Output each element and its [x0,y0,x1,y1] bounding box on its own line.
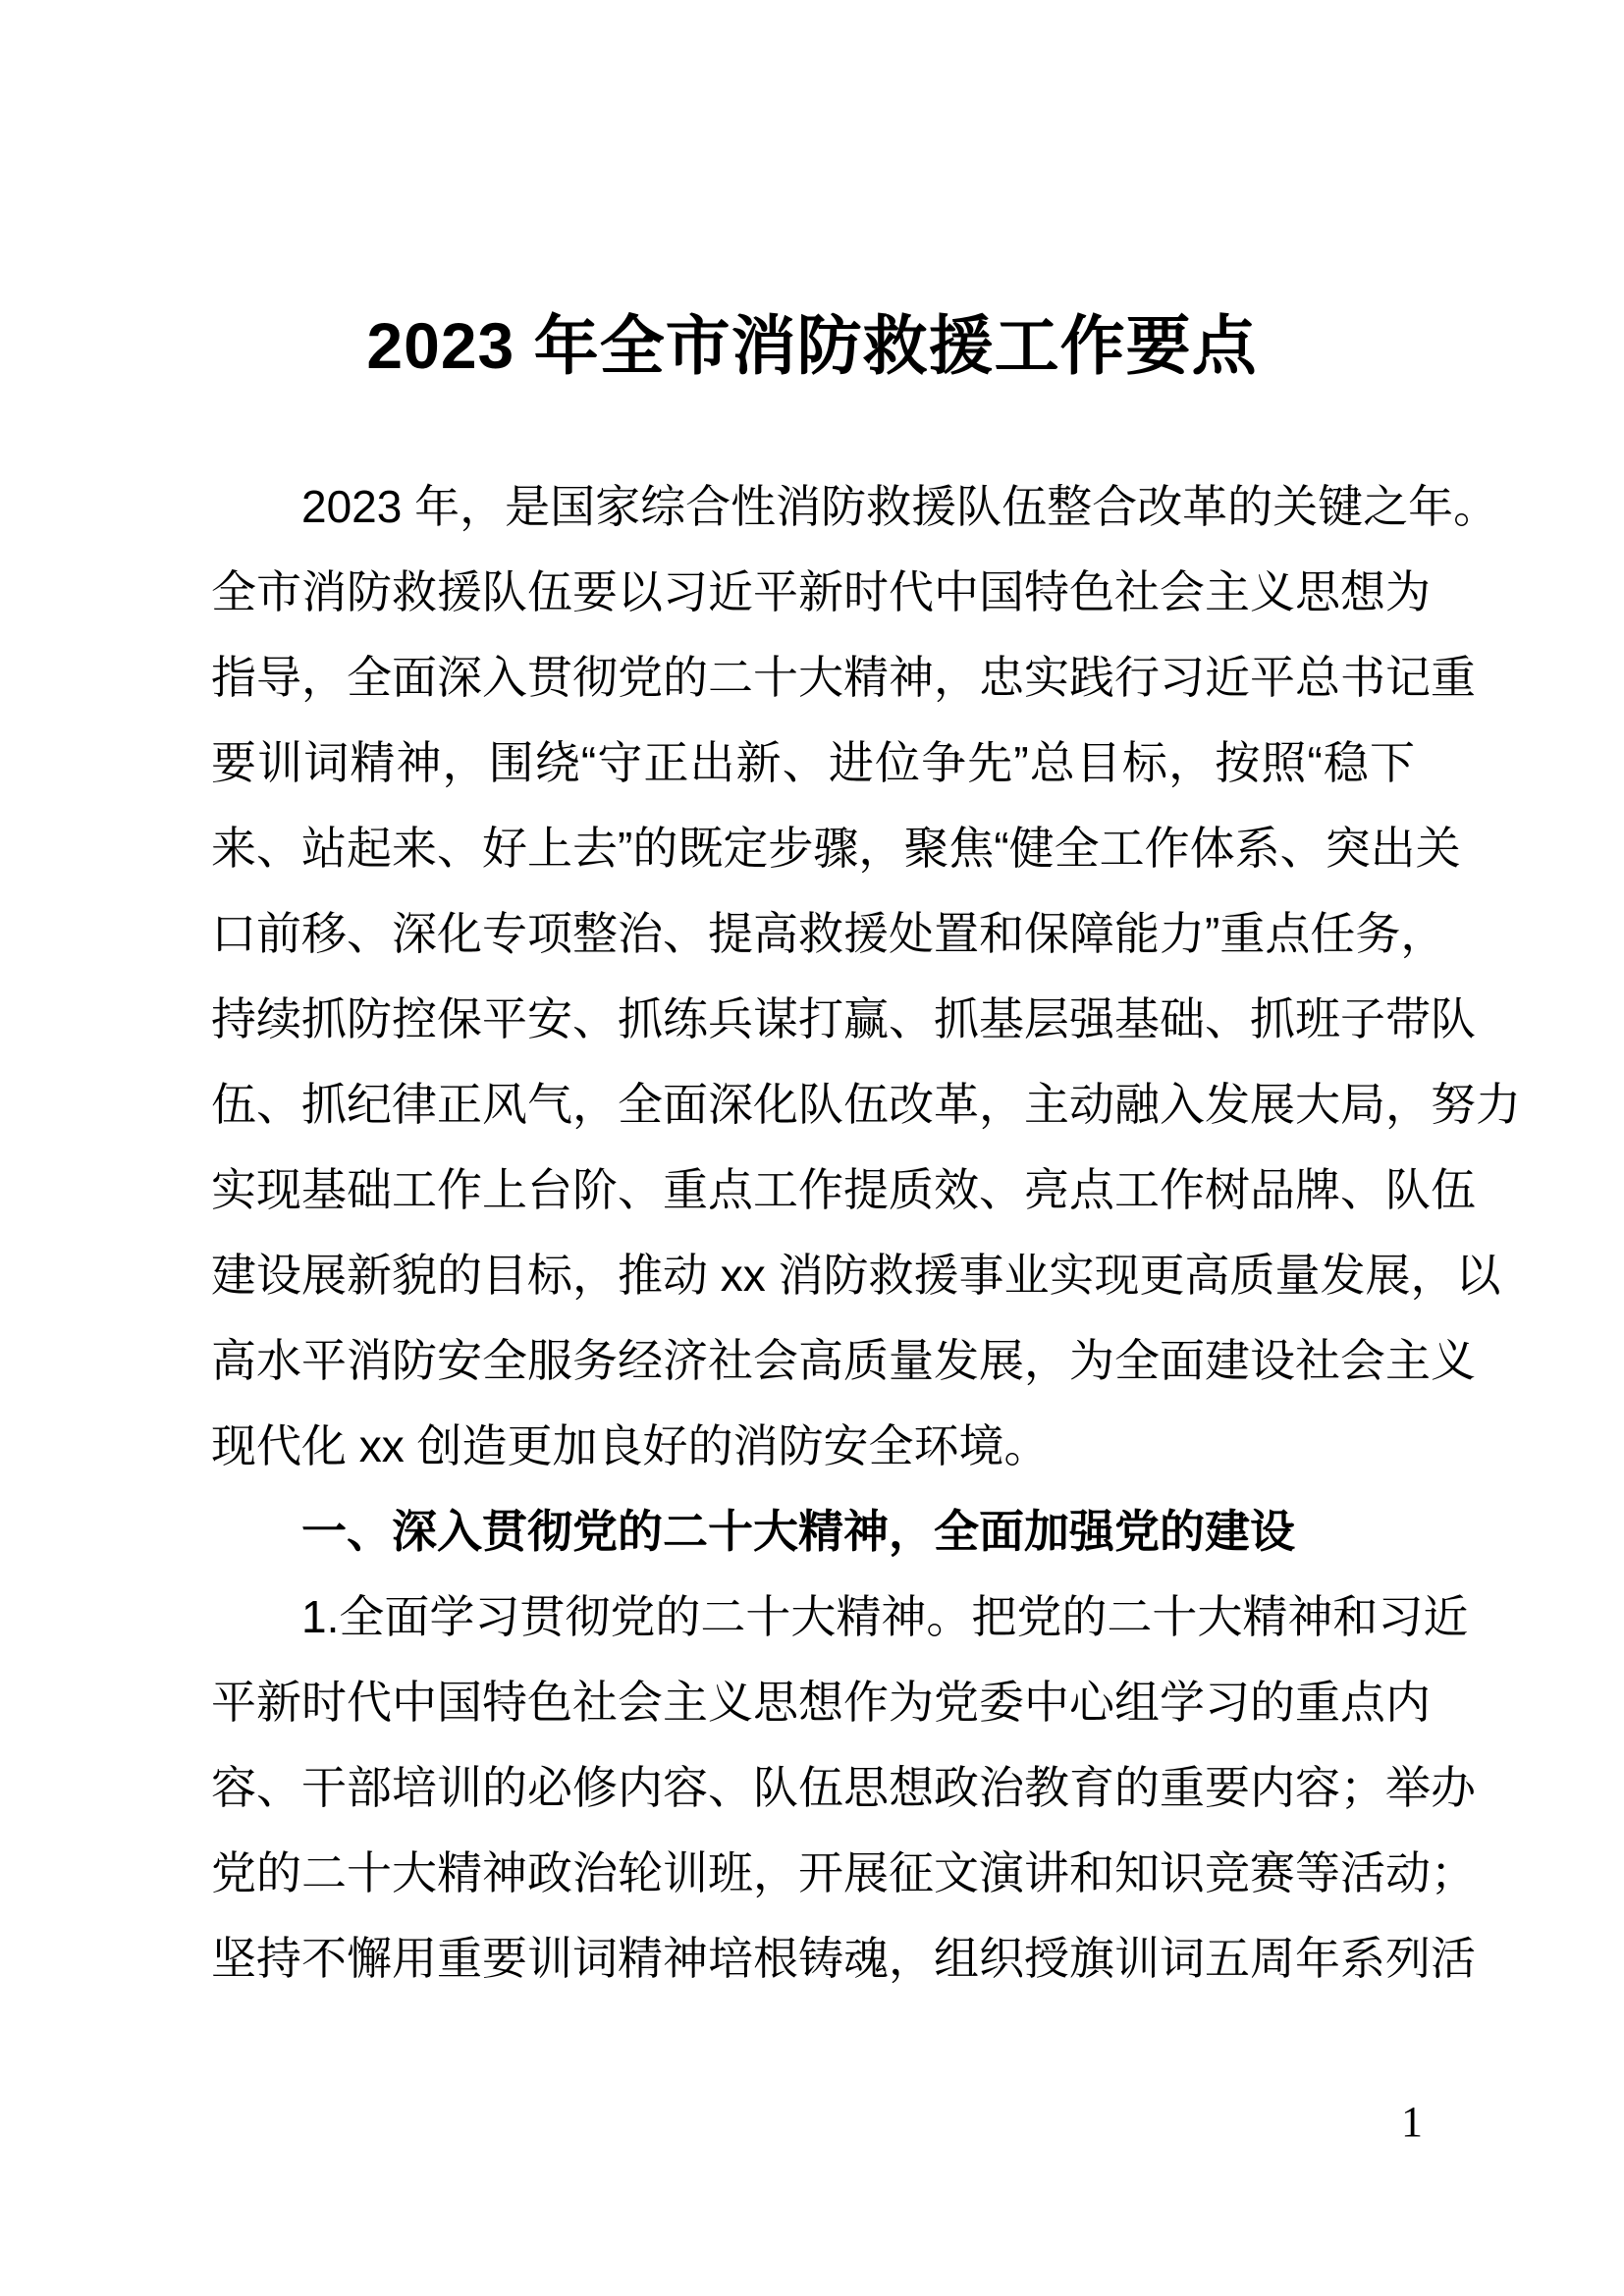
paragraph-line: 要训词精神，围绕“守正出新、进位争先”总目标，按照“稳下 [211,737,1415,788]
paragraph-line: 持续抓防控保平安、抓练兵谋打赢、抓基层强基础、抓班子带队 [211,993,1476,1044]
document-body [211,464,1521,2002]
paragraph-line: 党的二十大精神政治轮训班，开展征文演讲和知识竞赛等活动； [211,1847,1476,1898]
paragraph-line: 1.全面学习贯彻党的二十大精神。把党的二十大精神和习近 [301,1591,1469,1642]
paragraph-line: 2023 年，是国家综合性消防救援队伍整合改革的关键之年。 [301,481,1499,532]
paragraph-line: 坚持不懈用重要训词精神培根铸魂，组织授旗训词五周年系列活 [211,1933,1476,1984]
paragraph-line: 现代化 xx 创造更加良好的消防安全环境。 [211,1420,1050,1471]
paragraph-line: 伍、抓纪律正风气，全面深化队伍改革，主动融入发展大局，努力 [211,1079,1521,1130]
paragraph-line: 容、干部培训的必修内容、队伍思想政治教育的重要内容；举办 [211,1762,1476,1813]
paragraph-line: 指导，全面深入贯彻党的二十大精神，忠实践行习近平总书记重 [211,652,1476,703]
paragraph-line: 平新时代中国特色社会主义思想作为党委中心组学习的重点内 [211,1677,1431,1728]
paragraph-line: 全市消防救援队伍要以习近平新时代中国特色社会主义思想为 [211,566,1431,617]
document-title: 2023 年全市消防救援工作要点 [366,309,1258,382]
section-heading: 一、深入贯彻党的二十大精神，全面加强党的建设 [301,1506,1295,1557]
paragraph-line: 来、站起来、好上去”的既定步骤，聚焦“健全工作体系、突出关 [211,823,1461,874]
paragraph-line: 口前移、深化专项整治、提高救援处置和保障能力”重点任务， [211,908,1446,959]
paragraph-line: 实现基础工作上台阶、重点工作提质效、亮点工作树品牌、队伍 [211,1164,1476,1215]
page-number: 1 [1401,2098,1423,2146]
paragraph-line: 高水平消防安全服务经济社会高质量发展，为全面建设社会主义 [211,1335,1476,1386]
paragraph-line: 建设展新貌的目标，推动 xx 消防救援事业实现更高质量发展，以 [211,1250,1501,1301]
